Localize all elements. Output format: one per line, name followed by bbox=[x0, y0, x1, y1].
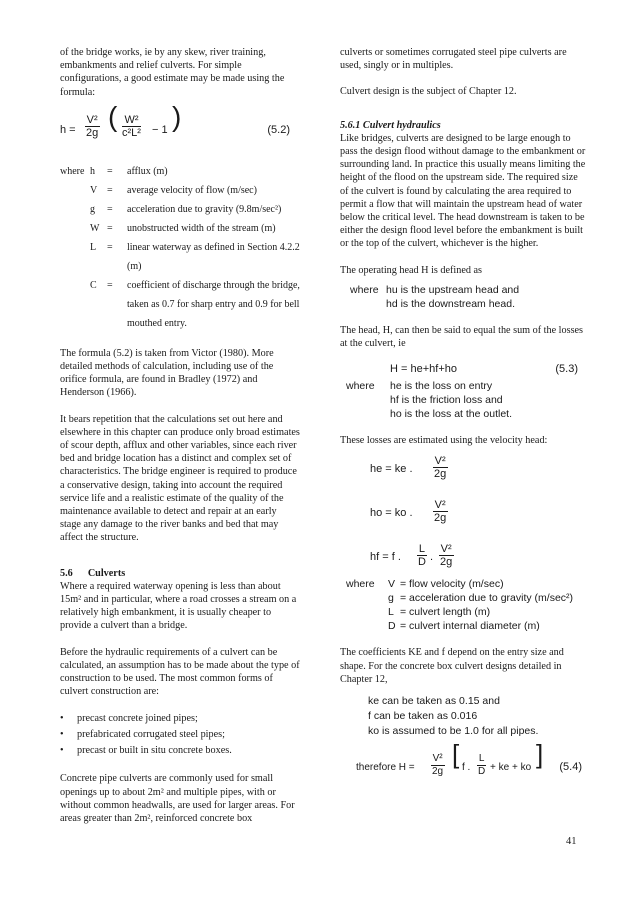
equals-sign: = bbox=[107, 184, 113, 196]
definition: linear waterway as defined in Section 4.2.2 (m) bbox=[127, 241, 300, 272]
definition: acceleration due to gravity (9.8m/sec²) bbox=[127, 203, 282, 215]
equation-number: (5.4) bbox=[559, 761, 582, 774]
equals-sign: = bbox=[107, 241, 113, 253]
list-item: • prefabricated corrugated steel pipes; bbox=[60, 727, 300, 743]
where-label bbox=[60, 219, 90, 238]
symbol: g bbox=[90, 203, 95, 215]
loss-definitions: where he is the loss on entry hf is the friction loss and ho is the loss at the outlet. bbox=[346, 380, 512, 421]
where-label bbox=[60, 181, 90, 200]
equals-sign: = bbox=[107, 222, 113, 234]
definition-row bbox=[60, 219, 300, 238]
right-paren: ) bbox=[172, 100, 182, 132]
definition-row bbox=[60, 238, 300, 276]
definition-row bbox=[60, 181, 300, 200]
variable-row: where V = flow velocity (m/sec) bbox=[346, 578, 504, 591]
eq-fraction: $\frac{\text{V²}}{2g}$ bbox=[86, 113, 99, 139]
section-heading bbox=[60, 567, 300, 580]
head-definitions: where hu is the upstream head and hd is the downstream head. bbox=[350, 283, 520, 310]
symbol: L bbox=[90, 241, 97, 253]
page-number: 41 bbox=[566, 836, 577, 847]
bullet-list bbox=[60, 711, 300, 759]
equals-sign: = bbox=[107, 279, 113, 291]
paragraph: Where a required waterway opening is less than about 15m² and in particular, where a road crosses a stream on a relatively high embankment, it is usually cheaper to provide a culvert than a bridge. bbox=[60, 580, 297, 632]
velocity-head-equation: ho = ko . $\frac{\text{V²}}{2g}$ bbox=[370, 499, 447, 525]
definition-row bbox=[60, 276, 300, 333]
where-label bbox=[60, 200, 90, 219]
left-paren: ( bbox=[108, 100, 118, 132]
definition-row bbox=[60, 162, 300, 181]
paragraph: The operating head H is defined as bbox=[340, 264, 483, 276]
variable-row: g = acceleration due to gravity (m/sec²) bbox=[388, 592, 574, 605]
paragraph: Like bridges, culverts are designed to be large enough to pass the design flood without damage to the embankment or surrounding land. In practice this usually means limiting the height of the flood on the upstream side. The required size of the culvert is found by calculating the area required to permit a flow that will maintain the upstream head of water below the critical level. The head downstream is taken to be either the design flood level before the embankment is built or the top of the culvert, whichever is the higher. bbox=[340, 132, 586, 250]
velocity-head-equation: he = ke . $\frac{\text{V²}}{2g}$ bbox=[370, 455, 447, 481]
paragraph: culverts or sometimes corrugated steel pipe culverts are used, singly or in multiples. bbox=[340, 47, 567, 72]
symbol: C bbox=[90, 279, 97, 291]
paragraph: Concrete pipe culverts are commonly used for small openings up to about 2m² and multiple pipes, with or without common headwalls, are used for larger areas. For areas greater than 2m², reinforced concrete box bbox=[60, 773, 295, 825]
paragraph: These losses are estimated using the velocity head: bbox=[340, 435, 548, 447]
friction-loss-equation: hf = f . $\frac{L}{D}$ . $\frac{\text{V²}}{2g}$ bbox=[370, 543, 453, 569]
paragraph: The head, H, can then be said to equal the sum of the losses at the culvert, ie bbox=[340, 324, 584, 350]
equation-number: (5.3) bbox=[555, 363, 578, 376]
where-label bbox=[60, 276, 90, 333]
eq-fraction: $\frac{\text{W²}}{\text{c²L²}}$ bbox=[122, 113, 141, 139]
variable-row: D = culvert internal diameter (m) bbox=[388, 620, 540, 633]
symbol: W bbox=[90, 222, 100, 234]
equals-sign: = bbox=[107, 203, 113, 215]
list-item: • precast concrete joined pipes; bbox=[60, 711, 300, 727]
equation-5-2 bbox=[60, 100, 300, 152]
equation-number: (5.2) bbox=[267, 123, 290, 136]
section-number: 5.6 bbox=[60, 567, 73, 579]
paragraph: The formula (5.2) is taken from Victor (1980). More detailed methods of calculation, including use of the orifice formula, are found in Bradley (1972) and Henderson (1966). bbox=[60, 347, 274, 399]
equation-5-4: therefore H = $\frac{\text{V²}}{2g}$ [ f . $\frac{L}{D}$ + ke + ko ] (5.4) bbox=[356, 739, 582, 778]
definition: average velocity of flow (m/sec) bbox=[127, 184, 257, 196]
where-label: where bbox=[60, 165, 85, 177]
definition: unobstructed width of the stream (m) bbox=[127, 222, 276, 234]
variable-definitions bbox=[60, 162, 300, 333]
definition: coefficient of discharge through the bridge, taken as 0.7 for sharp entry and 0.9 for bell mouthed entry. bbox=[127, 279, 300, 329]
variable-definitions bbox=[346, 577, 586, 633]
section-title: Culverts bbox=[87, 567, 126, 579]
list-item: • precast or built in situ concrete boxes. bbox=[60, 743, 300, 759]
equation-5-3: H = he+hf+ho (5.3) bbox=[390, 363, 578, 376]
paragraph: Culvert design is the subject of Chapter 12. bbox=[340, 86, 517, 98]
variable-row: L = culvert length (m) bbox=[388, 606, 491, 619]
definition: afflux (m) bbox=[127, 165, 168, 177]
left-column bbox=[60, 46, 300, 838]
equals-sign: = bbox=[107, 165, 113, 177]
paragraph: Before the hydraulic requirements of a culvert can be calculated, an assumption has to be made about the type of construction to be used. The most common forms of culvert construction are: bbox=[60, 646, 300, 698]
paragraph: of the bridge works, ie by any skew, river training, embankments and relief culverts. For simple configurations, a good estimate may be made using the formula: bbox=[60, 47, 285, 98]
coefficient-values: ke can be taken as 0.15 and f can be taken as 0.016 ko is assumed to be 1.0 for all pipes. bbox=[368, 695, 539, 738]
paragraph: The coefficients KE and f depend on the entry size and shape. For the concrete box culvert designs detailed in Chapter 12, bbox=[340, 647, 564, 685]
definition-row bbox=[60, 200, 300, 219]
right-column bbox=[340, 46, 586, 784]
symbol: h bbox=[90, 165, 95, 177]
eq-minus-one: − 1 bbox=[152, 123, 168, 136]
symbol: V bbox=[90, 184, 98, 196]
subsection-heading: 5.6.1 Culvert hydraulics bbox=[340, 119, 441, 131]
paragraph: It bears repetition that the calculations set out here and elsewhere in this chapter can produce only broad estimates of scour depth, afflux and other variables, since each river bed and bridge location has a distinct and complex set of characteristics. The bridge engineer is required to produce a conservative design, taking into account the required service life and a realistic estimate of the quality of the maintenance available to detect and repair at an early stage any damage to the river banks and bed that may affect the structure. bbox=[60, 413, 300, 544]
where-label bbox=[60, 238, 90, 276]
eq-lhs: h = bbox=[60, 123, 76, 136]
